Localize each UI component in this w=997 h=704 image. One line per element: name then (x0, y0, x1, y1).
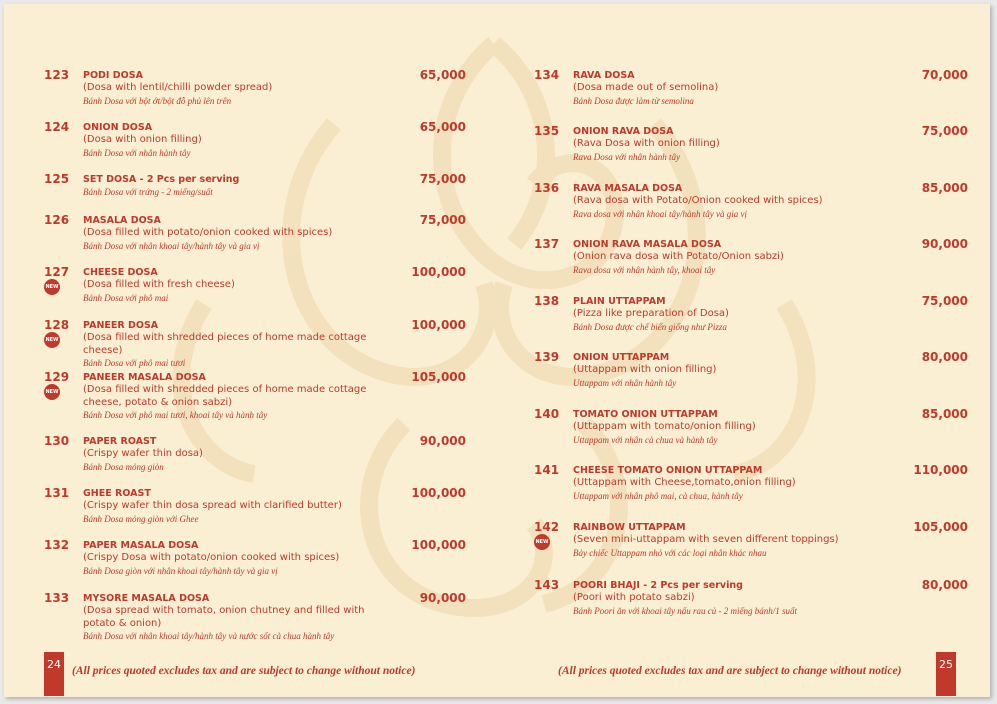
item-body (573, 521, 873, 559)
item-number: 138 (534, 294, 560, 308)
item-name: PAPER ROAST (83, 436, 157, 447)
right-page (494, 4, 968, 654)
item-description: (Dosa filled with potato/onion cooked with spices) (83, 227, 333, 238)
item-name: RAINBOW UTTAPPAM (573, 522, 686, 533)
item-body (83, 214, 373, 252)
item-name: PANEER DOSA (83, 320, 159, 331)
item-number: 123 (44, 68, 70, 82)
item-body (573, 295, 873, 333)
item-description: (Uttappam with Cheese,tomato,onion filling) (573, 477, 796, 488)
item-price: 100,000 (411, 486, 466, 500)
item-vietnamese-description: Uttappam với nhân phô mai, cà chua, hành tây (573, 490, 743, 501)
item-description: (Dosa filled with fresh cheese) (83, 279, 235, 290)
item-vietnamese-description: Bảy chiếc Uttappam nhỏ với các loại nhân khác nhau (573, 547, 767, 558)
item-name: PLAIN UTTAPPAM (573, 296, 666, 307)
item-description: (Dosa spread with tomato, onion chutney and filled with potato & onion) (83, 605, 365, 629)
item-vietnamese-description: Bánh Dosa mỏng giòn với Ghee (83, 513, 199, 524)
item-price: 80,000 (921, 350, 968, 364)
item-vietnamese-description: Bánh Dosa với nhân hành tây (83, 147, 191, 158)
item-description: (Rava Dosa with onion filling) (573, 138, 720, 149)
item-name: POORI BHAJI - 2 Pcs per serving (573, 580, 743, 591)
item-description: (Onion rava dosa with Potato/Onion sabzi) (573, 251, 784, 262)
new-badge-icon: NEW (44, 332, 60, 348)
item-body (83, 592, 373, 642)
item-number: 142 (534, 520, 560, 534)
item-description: (Dosa filled with shredded pieces of home made cottage cheese, potato & onion sabzi) (83, 384, 367, 408)
item-price: 90,000 (419, 591, 466, 605)
item-vietnamese-description: Bánh Dosa mỏng giòn (83, 461, 164, 472)
item-name: ONION DOSA (83, 122, 153, 133)
item-body (573, 579, 873, 617)
item-name: CHEESE TOMATO ONION UTTAPPAM (573, 465, 763, 476)
item-number: 127 (44, 265, 70, 279)
item-body (83, 121, 373, 159)
new-badge-icon: NEW (44, 384, 60, 400)
price-footnote-right: (All prices quoted excludes tax and are subject to change without notice) (558, 665, 902, 677)
item-price: 70,000 (921, 68, 968, 82)
item-vietnamese-description: Rava dosa với nhân hành tây, khoai tây (573, 264, 716, 275)
item-vietnamese-description: Bánh Dosa với trứng - 2 miếng/suất (83, 187, 213, 197)
item-price: 75,000 (419, 172, 466, 186)
item-body (573, 69, 873, 107)
item-number: 130 (44, 434, 70, 448)
item-number: 129 (44, 370, 70, 384)
item-number: 124 (44, 120, 70, 134)
item-price: 65,000 (419, 68, 466, 82)
item-body (573, 125, 873, 163)
item-name: PODI DOSA (83, 70, 143, 81)
item-name: PANEER MASALA DOSA (83, 372, 206, 383)
item-description: (Dosa with onion filling) (83, 134, 202, 145)
item-name: ONION RAVA DOSA (573, 126, 674, 137)
item-vietnamese-description: Uttappam với nhân hành tây (573, 377, 677, 388)
item-price: 85,000 (921, 181, 968, 195)
item-body (83, 173, 373, 198)
item-number: 128 (44, 318, 70, 332)
item-price: 90,000 (921, 237, 968, 251)
item-name: ONION UTTAPPAM (573, 352, 670, 363)
price-footnote-left: (All prices quoted excludes tax and are subject to change without notice) (72, 665, 416, 677)
item-price: 100,000 (411, 318, 466, 332)
item-number: 136 (534, 181, 560, 195)
item-description: (Dosa made out of semolina) (573, 82, 719, 93)
item-name: RAVA MASALA DOSA (573, 183, 683, 194)
item-number: 125 (44, 172, 70, 186)
item-description: (Uttappam with onion filling) (573, 364, 717, 375)
item-vietnamese-description: Bánh Dosa được chế biến giống như Pizza (573, 321, 727, 332)
item-vietnamese-description: Rava Dosa với nhân hành tây (573, 151, 681, 162)
item-body (83, 319, 373, 369)
item-vietnamese-description: Bánh Dosa với nhân khoai tây/hành tây và nước sốt cà chua hành tây (83, 631, 335, 641)
item-name: MYSORE MASALA DOSA (83, 593, 210, 604)
page-number-right: 25 (936, 652, 956, 696)
item-vietnamese-description: Bánh Dosa được làm từ semolina (573, 95, 694, 106)
item-description: (Pizza like preparation of Dosa) (573, 308, 729, 319)
item-number: 133 (44, 591, 70, 605)
item-vietnamese-description: Bánh Dosa giòn với nhân khoai tây/hành tây và gia vị (83, 565, 278, 576)
item-description: (Crispy Dosa with potato/onion cooked with spices) (83, 552, 340, 563)
item-price: 75,000 (921, 124, 968, 138)
item-description: (Crispy wafer thin dosa) (83, 448, 203, 459)
item-name: TOMATO ONION UTTAPPAM (573, 409, 718, 420)
item-number: 126 (44, 213, 70, 227)
new-badge-icon: NEW (44, 279, 60, 295)
item-description: (Dosa filled with shredded pieces of home made cottage cheese) (83, 332, 367, 356)
item-name: CHEESE DOSA (83, 267, 158, 278)
item-body (83, 69, 373, 107)
item-number: 137 (534, 237, 560, 251)
left-page (4, 4, 474, 654)
item-description: (Uttappam with tomato/onion filling) (573, 421, 756, 432)
item-vietnamese-description: Bánh Poori ăn với khoai tây nấu rau củ - 2 miếng bánh/1 suất (573, 605, 798, 616)
item-number: 131 (44, 486, 70, 500)
item-price: 90,000 (419, 434, 466, 448)
item-vietnamese-description: Bánh Dosa với phô mai tươi, khoai tây và hành tây (83, 410, 268, 420)
item-number: 135 (534, 124, 560, 138)
item-vietnamese-description: Bánh Dosa với phô mai tươi (83, 358, 186, 368)
item-name: PAPER MASALA DOSA (83, 540, 199, 551)
menu-spread (4, 4, 990, 697)
item-name: GHEE ROAST (83, 488, 151, 499)
item-number: 134 (534, 68, 560, 82)
item-body (83, 266, 373, 304)
item-vietnamese-description: Rava dosa với nhân khoai tây/hành tây và gia vị (573, 208, 748, 219)
item-price: 80,000 (921, 578, 968, 592)
item-number: 143 (534, 578, 560, 592)
item-price: 75,000 (921, 294, 968, 308)
item-description: (Dosa with lentil/chilli powder spread) (83, 82, 273, 93)
item-description: (Crispy wafer thin dosa spread with clarified butter) (83, 500, 342, 511)
item-price: 65,000 (419, 120, 466, 134)
item-description: (Poori with potato sabzi) (573, 592, 695, 603)
item-body (573, 408, 873, 446)
page-number-left: 24 (44, 652, 64, 696)
item-body (83, 371, 373, 421)
item-body (573, 182, 873, 220)
item-body (573, 351, 873, 389)
item-number: 132 (44, 538, 70, 552)
item-description: (Rava dosa with Potato/Onion cooked with spices) (573, 195, 823, 206)
item-price: 75,000 (419, 213, 466, 227)
item-price: 100,000 (411, 538, 466, 552)
item-body (83, 487, 373, 525)
item-name: ONION RAVA MASALA DOSA (573, 239, 722, 250)
item-name: MASALA DOSA (83, 215, 161, 226)
item-vietnamese-description: Uttappam với nhân cà chua và hành tây (573, 434, 718, 445)
item-vietnamese-description: Bánh Dosa với bột ớt/bột đỗ phủ lên trên (83, 95, 232, 106)
item-number: 140 (534, 407, 560, 421)
item-description: (Seven mini-uttappam with seven different toppings) (573, 534, 839, 545)
item-number: 141 (534, 463, 560, 477)
item-body (573, 238, 873, 276)
item-price: 110,000 (913, 463, 968, 477)
item-body (83, 539, 373, 577)
item-price: 105,000 (411, 370, 466, 384)
item-price: 100,000 (411, 265, 466, 279)
item-price: 85,000 (921, 407, 968, 421)
item-vietnamese-description: Bánh Dosa với nhân khoai tây/hành tây và gia vị (83, 240, 260, 251)
item-vietnamese-description: Bánh Dosa với phô mai (83, 292, 169, 303)
item-price: 105,000 (913, 520, 968, 534)
new-badge-icon: NEW (534, 534, 550, 550)
item-name: RAVA DOSA (573, 70, 635, 81)
item-body (83, 435, 373, 473)
item-body (573, 464, 873, 502)
item-name: SET DOSA - 2 Pcs per serving (83, 174, 240, 185)
item-number: 139 (534, 350, 560, 364)
